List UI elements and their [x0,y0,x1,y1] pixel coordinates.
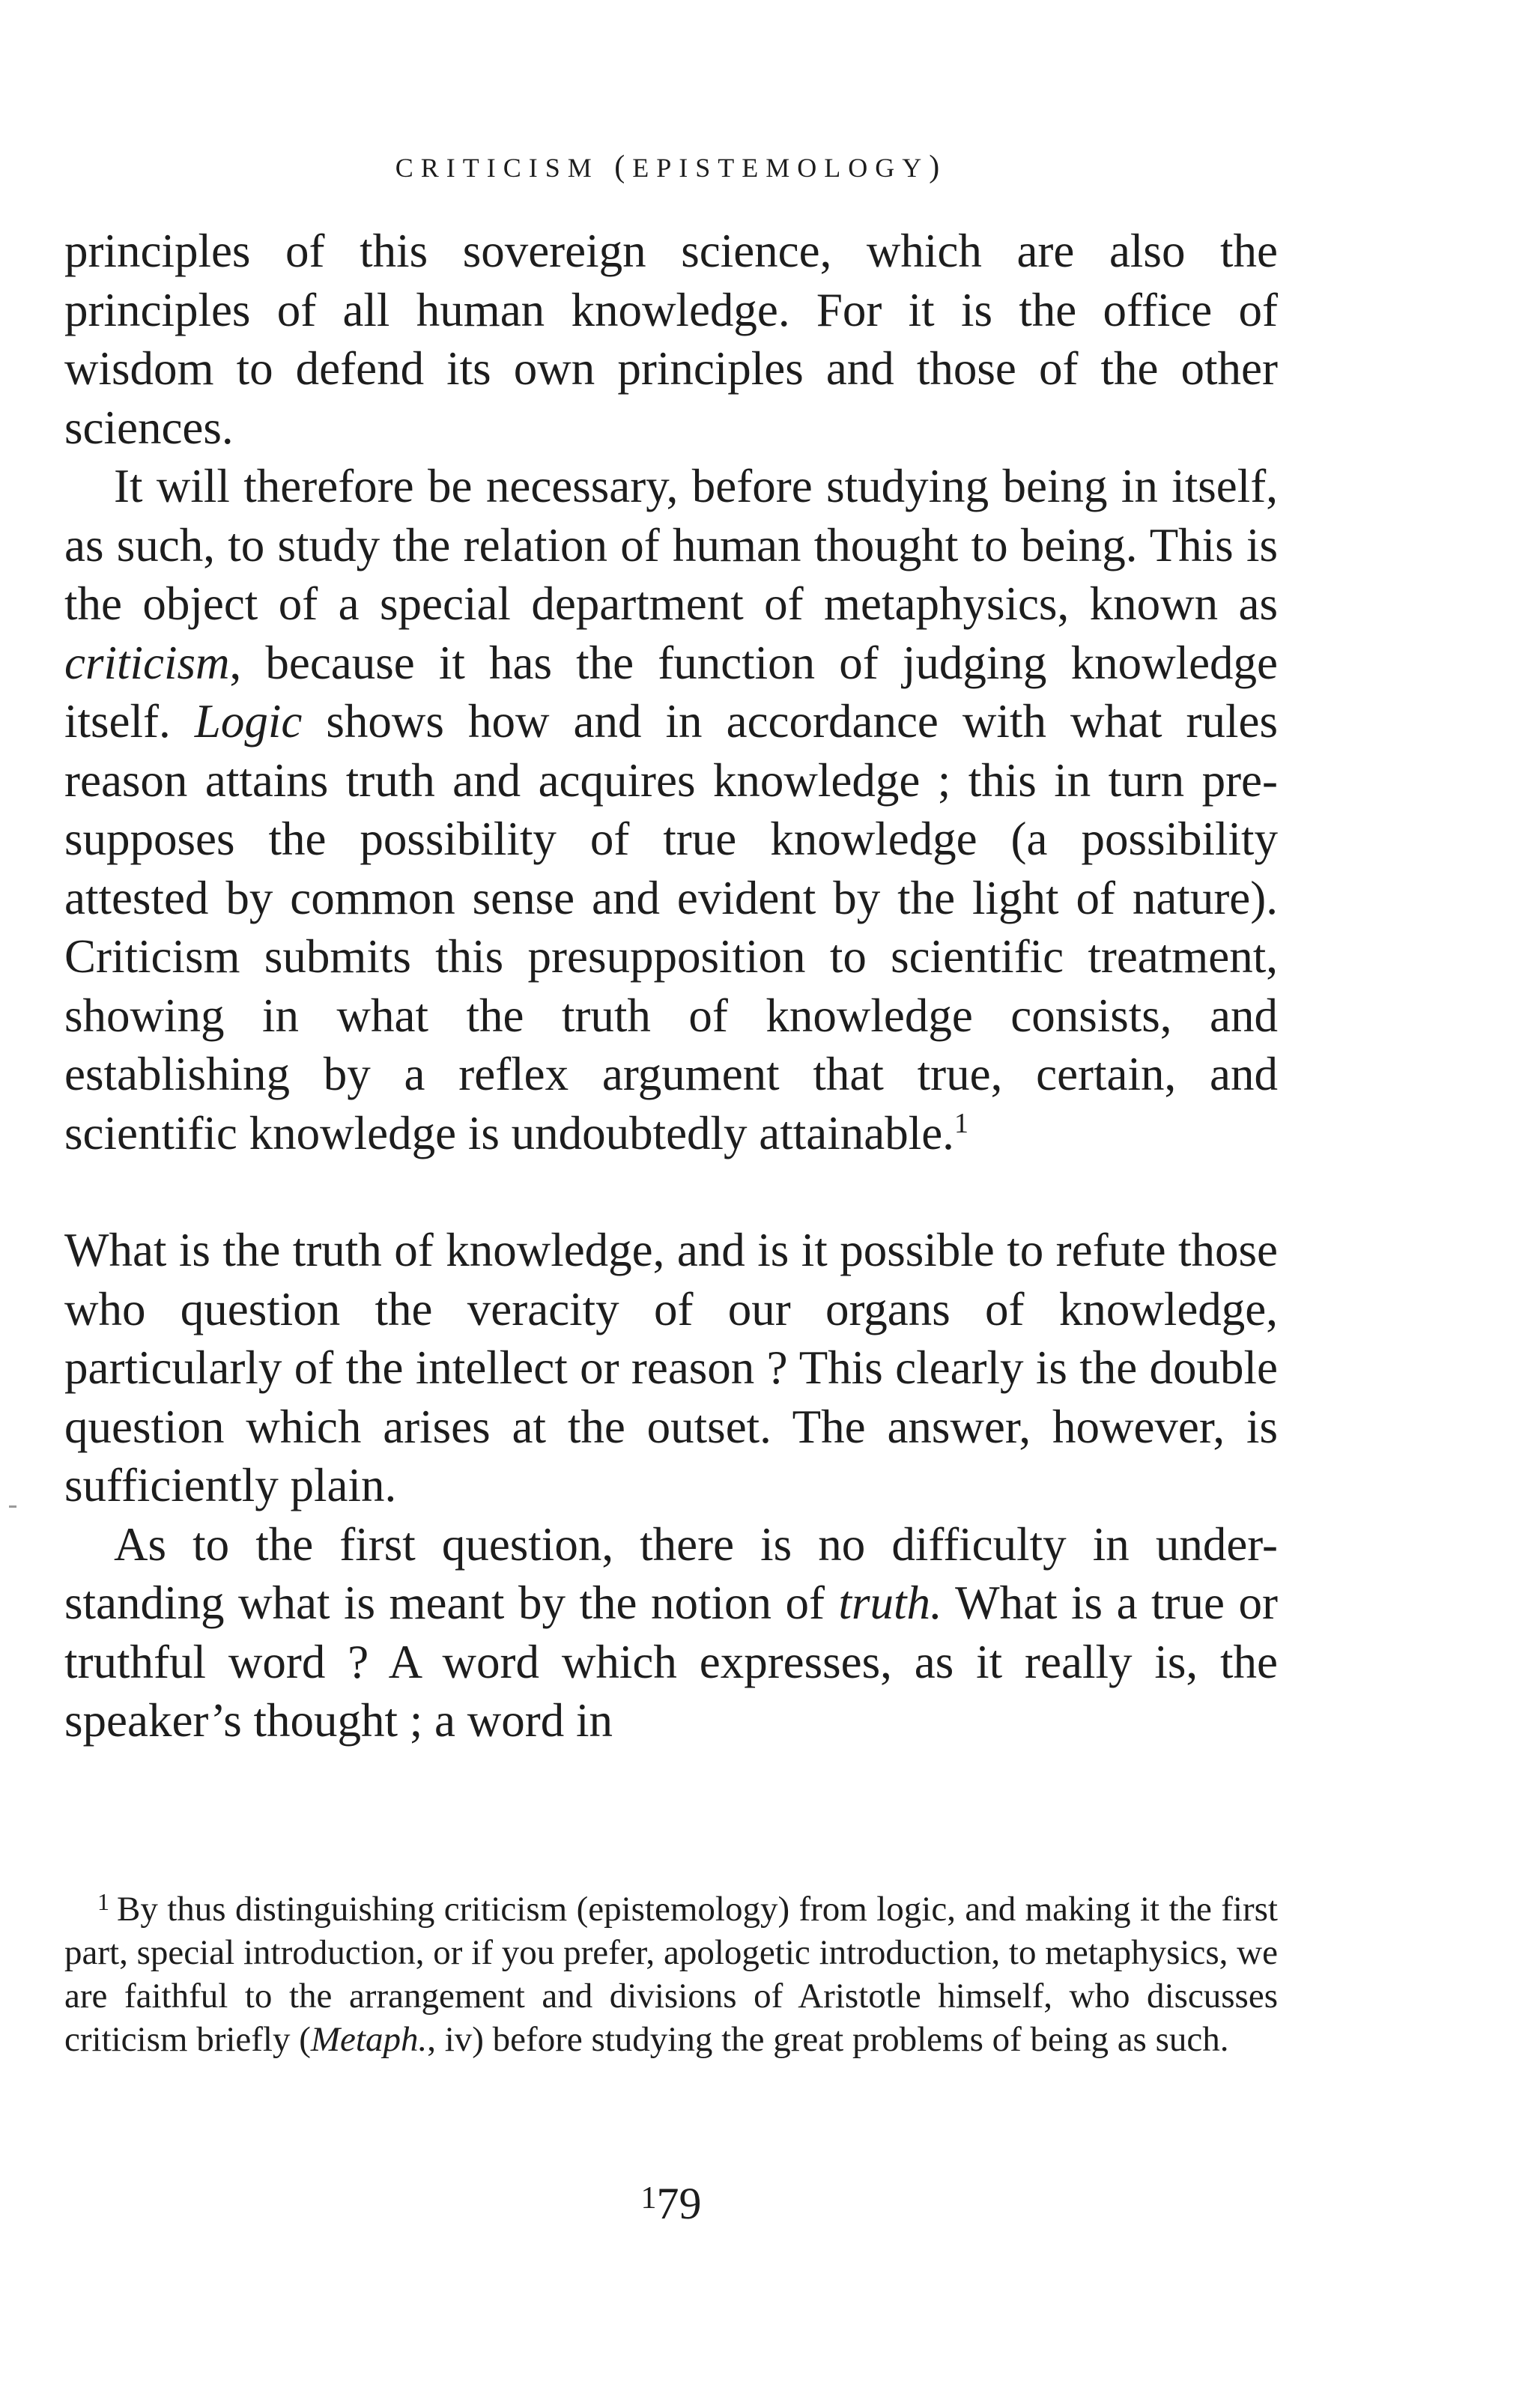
paragraph-1 [64,222,1278,457]
paragraph-3 [64,1221,1278,1515]
page-number [64,2172,1278,2230]
footnote-citation: Metaph. [310,2020,428,2059]
running-head-left: criticism [395,143,599,186]
running-head-paren-close: ) [929,150,948,184]
footnote [64,1887,1278,2061]
paragraph-3-text: What is the truth of knowledge, and is it possible to refute those who question the veracity of our organs of knowledge, particularly of the intellect or reason ? This clearly is the double question which arises at the outset. The answer, however, is sufficiently plain. [64,1224,1278,1511]
paragraph-2 [64,457,1278,1162]
paragraph-4 [64,1515,1278,1750]
running-head-right: epistemology [632,143,930,186]
term-criticism: criticism [64,636,230,689]
term-logic: Logic [194,695,303,747]
page-number-first-digit: 1 [640,2181,657,2216]
footnote-number: 1 [97,1888,109,1915]
book-page [64,0,1278,2408]
paragraph-2-run-2: , because it has the function of judging knowledge itself. [64,636,1278,747]
running-head-paren-open: ( [614,150,633,184]
paragraph-4-run-1: As to the first question, there is no difficulty in under-standing what is meant by the notion of [64,1517,1278,1629]
footnote-reference[interactable]: 1 [954,1107,968,1139]
paragraph-2-run-3: shows how and in accordance with what rules reason attains truth and acquires knowledge ; this in turn pre-supposes the possibility of true knowledge (a possibility attested by common sense and evident by the light of nature). Criticism submits this presupposition to scientific treatment, showing in what the truth of knowledge consists, and establishing by a reflex argument that true, certain, and scientific knowledge is undoubtedly attainable. [64,695,1278,1159]
footnote-run-1: By thus distinguishing criticism (epistemology) from logic, and making it the first part, special introduction, or if you prefer, apologetic introduction, to metaphysics, we are faithful to the arrangement and divisions of Aristotle himself, who discusses criticism briefly ( [64,1890,1278,2059]
paragraph-1-text: principles of this sovereign science, which are also the principles of all human knowledge. For it is the office of wisdom to defend its own principles and those of the other sciences. [64,225,1278,454]
term-truth: truth. [838,1577,942,1629]
body-text [64,222,1278,1750]
paragraph-4-run-2: What is a true or truthful word ? A word which expresses, as it really is, the speaker’s thought ; a word in [64,1577,1278,1747]
footnote-run-2: , iv) before studying the great problems of being as such. [427,2020,1229,2059]
running-head [64,142,1278,189]
scan-speck [9,1505,16,1508]
page-number-rest: 79 [656,2179,702,2228]
paragraph-2-run-1: It will therefore be necessary, before studying being in itself, as such, to study the relation of human thought to being. This is the object of a special department of metaphysics, known as [64,460,1278,630]
